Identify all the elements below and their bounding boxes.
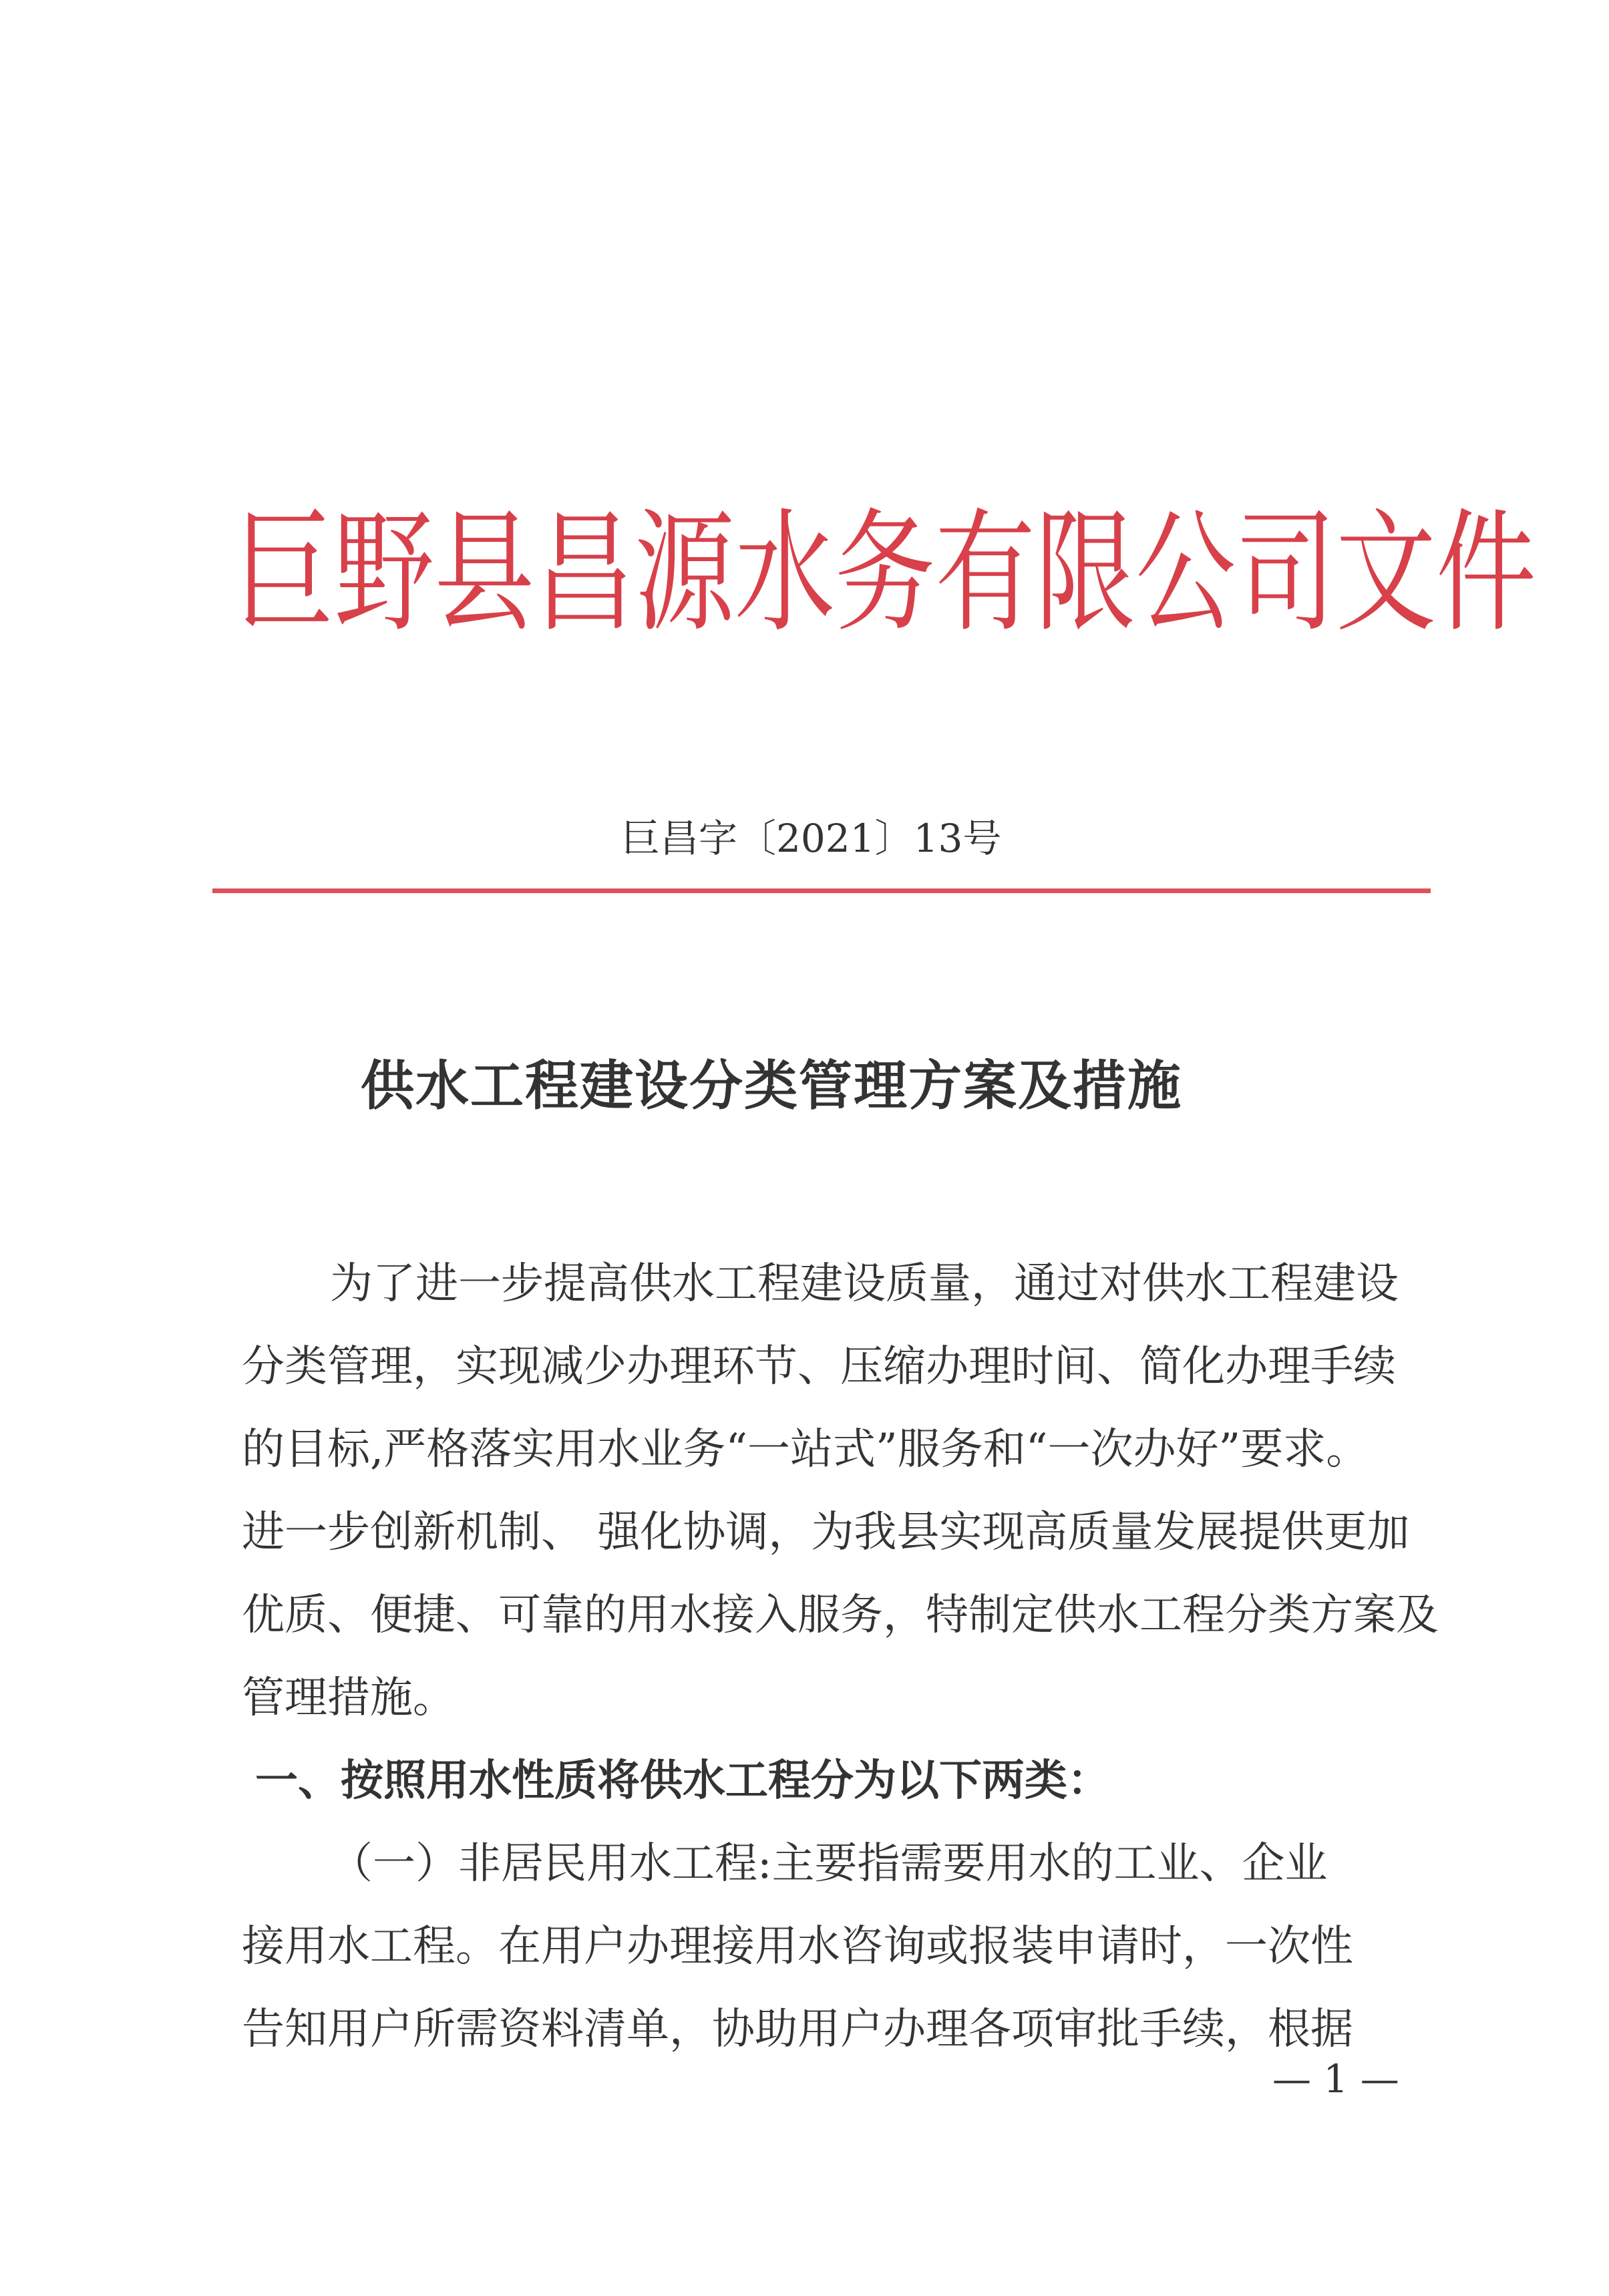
paragraph-line: 管理措施。 xyxy=(242,1673,456,1723)
paragraph-line: 进一步创新机制、 强化协调，为我县实现高质量发展提供更加 xyxy=(242,1508,1410,1557)
document-number: 巨昌字〔2021〕13号 xyxy=(621,816,1002,861)
paragraph-line: 优质、便捷、可靠的用水接入服务，特制定供水工程分类方案及 xyxy=(242,1591,1439,1640)
section-heading: 一、按照用水性质将供水工程分为以下两类： xyxy=(255,1756,1110,1806)
document-body xyxy=(242,1243,1444,2071)
paragraph-line: 告知用户所需资料清单，协助用户办理各项审批手续，根据 xyxy=(242,2005,1353,2054)
masthead-title: 巨野县昌源水务有限公司文件 xyxy=(234,496,1537,651)
paragraph-line: 接用水工程。在用户办理接用水咨询或报装申请时，一次性 xyxy=(242,1922,1353,1971)
document-title: 供水工程建设分类管理方案及措施 xyxy=(361,1054,1182,1117)
page-number: — 1 — xyxy=(1272,2056,1399,2102)
red-divider xyxy=(212,888,1431,893)
paragraph-line: 分类管理，实现减少办理环节、压缩办理时间、简化办理手续 xyxy=(242,1342,1396,1391)
paragraph-line: 的目标,严格落实用水业务“一站式”服务和“一次办好”要求。 xyxy=(242,1425,1369,1474)
paragraph-line: 为了进一步提高供水工程建设质量，通过对供水工程建设 xyxy=(330,1259,1399,1309)
paragraph-line: （一）非居民用水工程:主要指需要用水的工业、企业 xyxy=(330,1839,1328,1889)
